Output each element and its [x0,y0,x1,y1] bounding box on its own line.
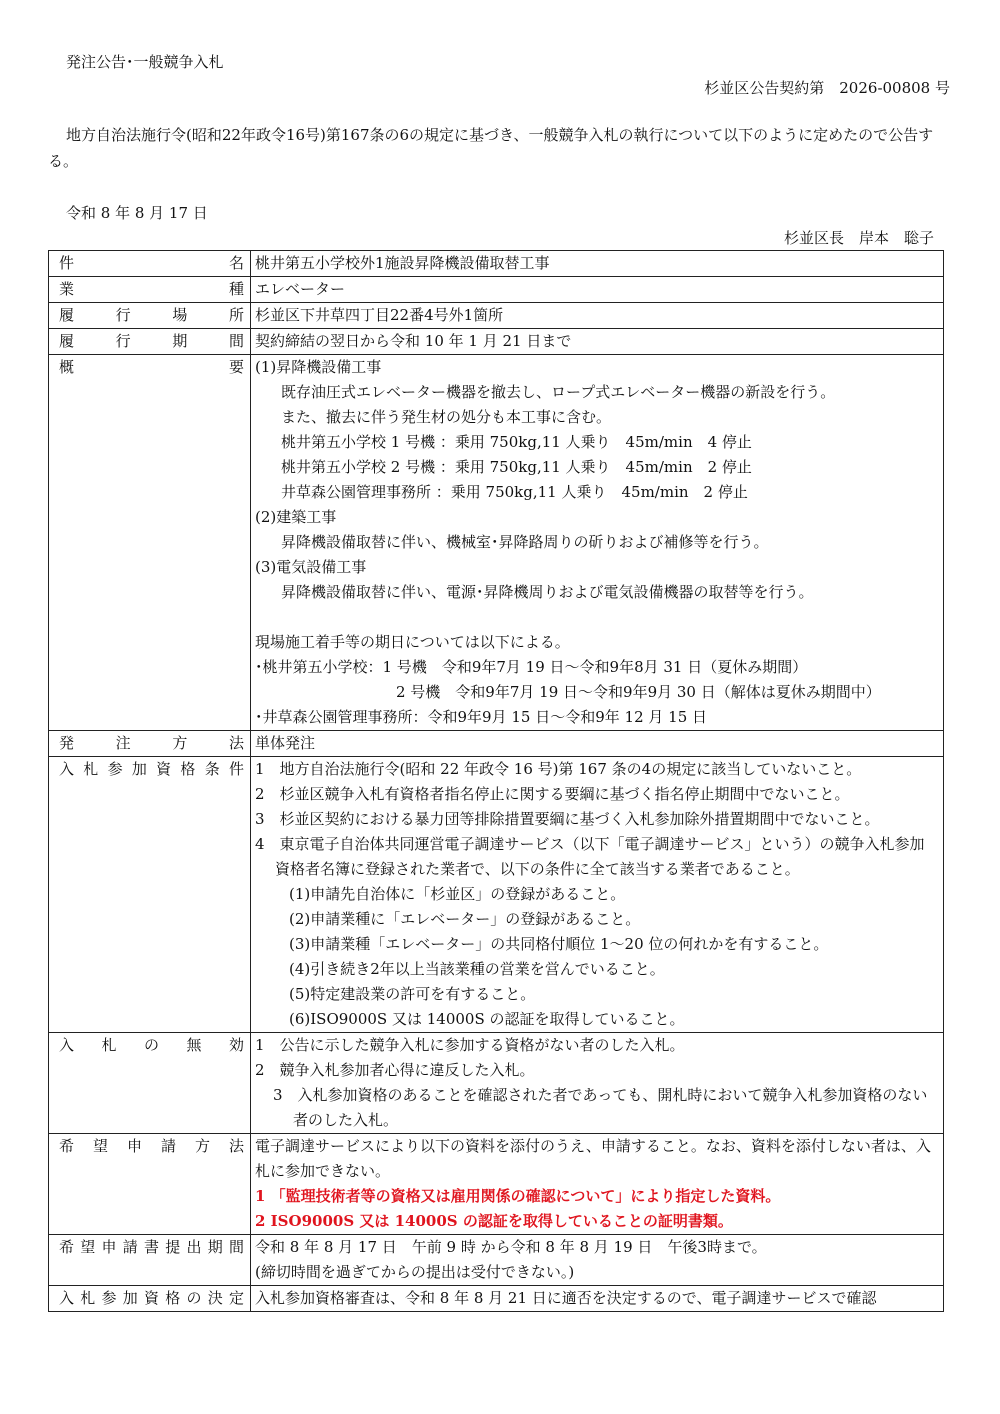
row-category [49,277,944,303]
label-cell [49,1235,251,1286]
value-application [251,1134,944,1235]
condition-item: 1 地方自治法施行令(昭和 22 年政令 16 号)第 167 条の4の規定に該当していないこと。 [255,760,862,778]
value-category: エレベーター [251,277,944,303]
label-decision: 入札参加資格の決定 [59,1289,244,1307]
label-cell [49,329,251,355]
summary-line: 昇降機設備取替に伴い、機械室･昇降路周りの斫りおよび補修等を行う。 [281,533,769,551]
label-cell [49,1134,251,1235]
row-method [49,731,944,757]
row-application [49,1134,944,1235]
row-submission [49,1235,944,1286]
summary-line: (3)電気設備工事 [255,558,367,576]
label-summary: 概要 [59,358,244,376]
summary-line: 2 号機 令和9年7月 19 日～令和9年9月 30 日（解体は夏休み期間中） [396,683,881,701]
value-decision: 入札参加資格審査は、令和 8 年 8 月 21 日に適否を決定するので、電子調達サービスで確認 [251,1286,944,1312]
label-conditions: 入札参加資格条件 [59,760,244,778]
summary-line: 桃井第五小学校 1 号機 ：乗用 750kg,11 人乗り 45m/min 4 停止 [281,433,752,451]
condition-sub-item: (4)引き続き2年以上当該業種の営業を営んでいること。 [289,960,665,978]
value-name: 桃井第五小学校外1施設昇降機設備取替工事 [251,251,944,277]
summary-line: ･井草森公園管理事務所：令和9年9月 15 日～令和9年 12 月 15 日 [255,708,708,726]
blank-line [255,605,939,630]
condition-sub-item: (1)申請先自治体に「杉並区」の登録があること。 [289,885,626,903]
value-summary [251,355,944,731]
row-decision [49,1286,944,1312]
value-period: 契約締結の翌日から令和 10 年 1 月 21 日まで [251,329,944,355]
condition-sub-item: (6)ISO9000S 又は 14000S の認証を取得していること。 [289,1010,685,1028]
value-location: 杉並区下井草四丁目22番4号外1箇所 [251,303,944,329]
row-summary [49,355,944,731]
row-period [49,329,944,355]
value-invalid [251,1033,944,1134]
label-location: 履行場所 [59,306,244,324]
label-cell [49,731,251,757]
intro-paragraph: 地方自治法施行令(昭和22年政令16号)第167条の6の規定に基づき、一般競争入札の執行について以下のように定めたので公告する。 [48,126,934,170]
condition-sub-item: (2)申請業種に「エレベーター」の登録があること。 [289,910,641,928]
application-required-item: 2 ISO9000S 又は 14000S の認証を取得していることの証明書類。 [255,1212,733,1230]
invalid-item: 1 公告に示した競争入札に参加する資格がない者のした入札。 [255,1036,685,1054]
summary-line: ･桃井第五小学校：1 号機 令和9年7月 19 日～令和9年8月 31 日（夏休み期間） [255,658,808,676]
invalid-item: 3 入札参加資格のあることを確認された者であっても、開札時において競争入札参加資格のない者のした入札。 [273,1086,928,1129]
label-cell [49,277,251,303]
label-invalid: 入札の無効 [59,1036,244,1054]
issuer: 杉並区長 岸本 聡子 [783,229,934,247]
summary-line: 現場施工着手等の期日については以下による。 [255,633,570,651]
label-application: 希望申請方法 [59,1137,244,1155]
label-cell [49,355,251,731]
label-submission: 希望申請書提出期間 [59,1238,244,1256]
label-cell [49,1033,251,1134]
submission-line: 令和 8 年 8 月 17 日 午前 9 時 から令和 8 年 8 月 19 日 午後3時まで。 [255,1238,767,1256]
notice-number: 杉並区公告契約第 2026-00808 号 [704,79,950,97]
summary-line: 既存油圧式エレベーター機器を撤去し、ロープ式エレベーター機器の新設を行う。 [281,383,836,401]
label-period: 履行期間 [59,332,244,350]
label-cell [49,1286,251,1312]
label-cell [49,757,251,1033]
submission-line: (締切時間を過ぎてからの提出は受付できない。) [255,1263,575,1281]
application-text: 電子調達サービスにより以下の資料を添付のうえ、申請すること。なお、資料を添付しない者は、入札に参加できない。 [255,1137,931,1180]
invalid-item: 2 競争入札参加者心得に違反した入札。 [255,1061,535,1079]
row-name [49,251,944,277]
label-category: 業種 [59,280,244,298]
label-cell [49,303,251,329]
value-conditions [251,757,944,1033]
notice-type: 発注公告･一般競争入札 [66,53,224,71]
label-name: 件名 [59,254,244,272]
row-invalid [49,1033,944,1134]
summary-line: 井草森公園管理事務所 ：乗用 750kg,11 人乗り 45m/min 2 停止 [281,483,748,501]
summary-line: また、撤去に伴う発生材の処分も本工事に含む。 [281,408,612,426]
application-required-item: 1 「監理技術者等の資格又は雇用関係の確認について」により指定した資料。 [255,1187,781,1205]
summary-line: 桃井第五小学校 2 号機 ：乗用 750kg,11 人乗り 45m/min 2 停止 [281,458,752,476]
summary-line: 昇降機設備取替に伴い、電源･昇降機周りおよび電気設備機器の取替等を行う。 [281,583,814,601]
label-cell [49,251,251,277]
notice-table [48,250,944,1312]
condition-item: 2 杉並区競争入札有資格者指名停止に関する要綱に基づく指名停止期間中でないこと。 [255,785,850,803]
value-submission [251,1235,944,1286]
notice-date: 令和 8 年 8 月 17 日 [66,204,208,222]
label-method: 発注方法 [59,734,244,752]
condition-sub-item: (3)申請業種「エレベーター」の共同格付順位 1～20 位の何れかを有すること。 [289,935,829,953]
condition-item: 4 東京電子自治体共同運営電子調達サービス（以下「電子調達サービス」という）の競争入札参加資格者名簿に登録された業者で、以下の条件に全て該当する業者であること。 [255,835,925,878]
row-location [49,303,944,329]
summary-line: (1)昇降機設備工事 [255,358,382,376]
condition-sub-item: (5)特定建設業の許可を有すること。 [289,985,536,1003]
summary-line: (2)建築工事 [255,508,337,526]
condition-item: 3 杉並区契約における暴力団等排除措置要綱に基づく入札参加除外措置期間中でないこと。 [255,810,880,828]
value-method: 単体発注 [251,731,944,757]
row-conditions [49,757,944,1033]
